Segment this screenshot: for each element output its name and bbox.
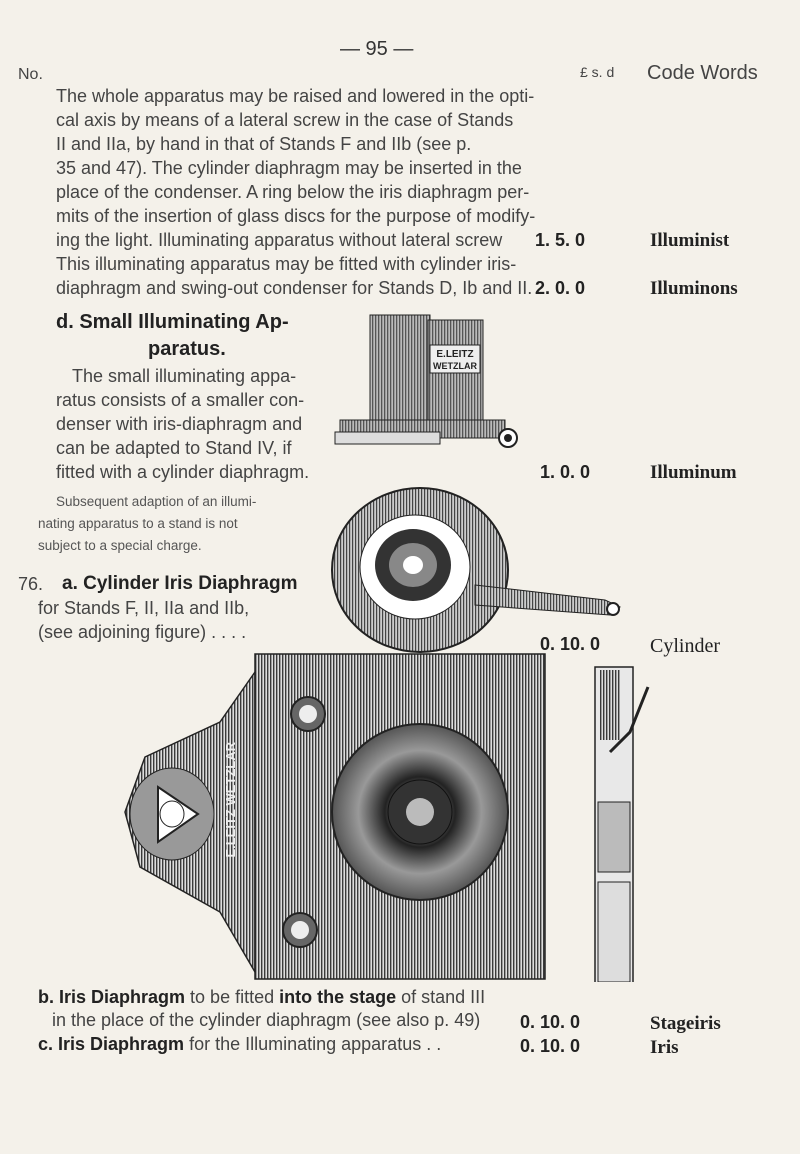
- item-76b-emphasis: into the stage: [279, 987, 397, 1007]
- code-illuminons: Illuminons: [650, 278, 738, 299]
- section-d-note: Subsequent adaption of an illumi-: [56, 494, 257, 509]
- intro-line: 35 and 47). The cylinder diaphragm may be inserted in the: [56, 158, 522, 178]
- price-iris: 0. 10. 0: [520, 1036, 581, 1056]
- plate-maker-label: E.LEITZ WETZLAR: [223, 742, 238, 858]
- price-illuminum: 1. 0. 0: [540, 462, 591, 482]
- section-d-note: nating apparatus to a stand is not: [38, 516, 238, 531]
- header-currency: £ s. d: [580, 64, 615, 80]
- price-illuminons: 2. 0. 0: [535, 278, 586, 298]
- item-76a-title-text: a. Cylinder Iris Diaphragm: [62, 573, 298, 594]
- intro-line: ing the light. Illuminating apparatus without lateral screw: [56, 230, 503, 250]
- stage-iris-diaphragm-figure: [120, 652, 670, 982]
- section-d-note: subject to a special charge.: [38, 538, 202, 553]
- price-illuminist: 1. 5. 0: [535, 230, 586, 250]
- figure-maker-label: E.LEITZ: [436, 349, 474, 360]
- code-illuminist: Illuminist: [650, 230, 730, 251]
- figure-maker-label: WETZLAR: [433, 361, 477, 371]
- intro-line: cal axis by means of a lateral screw in the case of Stands: [56, 110, 514, 130]
- item-76b-text: of stand III: [396, 987, 486, 1007]
- header-no: No.: [18, 66, 43, 83]
- item-76b-line: [38, 987, 485, 1008]
- intro-line: II and IIa, by hand in that of Stands F and IIb (see p.: [56, 134, 472, 154]
- item-number: 76.: [18, 574, 44, 594]
- header-code-words: Code Words: [647, 62, 758, 84]
- item-76c-title: c. Iris Diaphragm: [38, 1034, 185, 1054]
- intro-line: This illuminating apparatus may be fitted with cylinder iris-: [56, 254, 517, 274]
- item-76b-line: in the place of the cylinder diaphragm (see also p. 49): [52, 1010, 481, 1030]
- intro-line: The whole apparatus may be raised and lowered in the opti-: [56, 86, 535, 106]
- section-d-heading: paratus.: [148, 338, 226, 360]
- section-d-heading: d. Small Illuminating Ap-: [56, 311, 289, 333]
- code-illuminum: Illuminum: [650, 462, 737, 483]
- intro-line: mits of the insertion of glass discs for the purpose of modify-: [56, 206, 536, 226]
- intro-line: diaphragm and swing-out condenser for Stands D, Ib and II.: [56, 278, 533, 298]
- cylinder-iris-diaphragm-figure: [325, 475, 635, 655]
- intro-line: place of the condenser. A ring below the iris diaphragm per-: [56, 182, 530, 202]
- item-76b-text: to be fitted: [185, 987, 280, 1007]
- code-cylinder: Cylinder: [650, 635, 720, 657]
- item-76a-line: (see adjoining figure) . . . .: [38, 622, 247, 642]
- small-illuminating-apparatus-figure: [330, 310, 530, 460]
- code-iris: Iris: [650, 1037, 679, 1058]
- section-d-line: The small illuminating appa-: [72, 366, 297, 386]
- item-76b-title: b. Iris Diaphragm: [38, 987, 186, 1007]
- item-76a-title: [62, 573, 297, 595]
- section-d-line: fitted with a cylinder diaphragm.: [56, 462, 310, 482]
- page-number: — 95 —: [340, 38, 414, 60]
- section-d-line: denser with iris-diaphragm and: [56, 414, 303, 434]
- price-cylinder: 0. 10. 0: [540, 634, 601, 654]
- item-76c-line: [38, 1034, 441, 1055]
- section-d-line: ratus consists of a smaller con-: [56, 390, 305, 410]
- item-76a-line: for Stands F, II, IIa and IIb,: [38, 598, 250, 618]
- item-76c-text: for the Illuminating apparatus . .: [184, 1034, 442, 1054]
- code-stageiris: Stageiris: [650, 1013, 721, 1034]
- section-d-line: can be adapted to Stand IV, if: [56, 438, 292, 458]
- price-stageiris: 0. 10. 0: [520, 1012, 581, 1032]
